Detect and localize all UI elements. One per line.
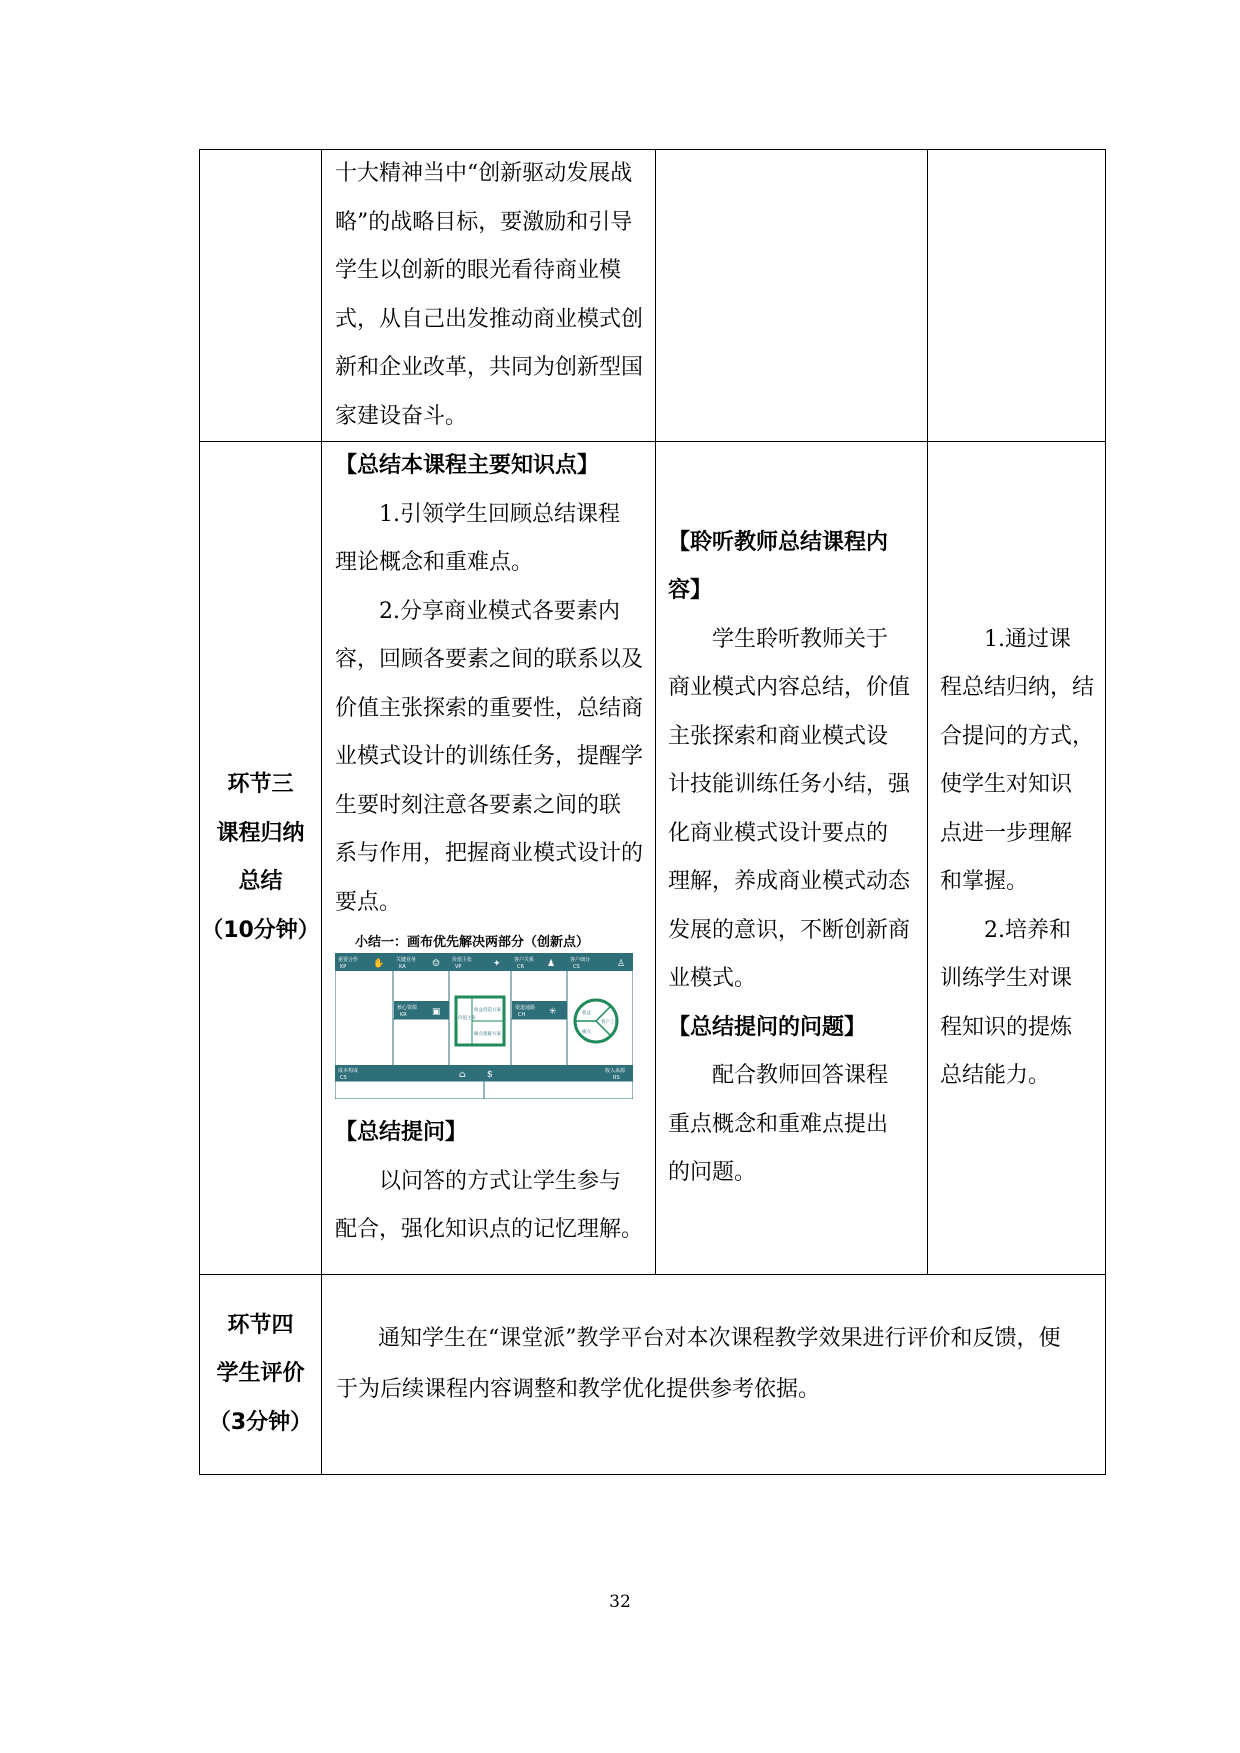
stage-duration: （10分钟）: [201, 917, 320, 943]
text-line: 的问题。: [668, 1160, 757, 1185]
text-line: 理论概念和重难点。: [335, 550, 534, 575]
handshake-icon: ✋: [373, 959, 385, 969]
text-line: 程知识的提炼: [940, 1014, 1073, 1040]
ka-label: 关键业务: [396, 957, 417, 963]
stage-label: 学生评价: [216, 1361, 305, 1387]
kr-code: KR: [400, 1012, 407, 1018]
stage-cell: [200, 442, 322, 1275]
text-line: 十大精神当中“创新驱动发展战: [335, 161, 633, 186]
vp-code: VP: [455, 964, 462, 970]
text-line: 以问答的方式让学生参与: [379, 1168, 622, 1194]
design-intent-cell-empty: [928, 150, 1106, 442]
stage-cell: [200, 1275, 322, 1475]
money-icon: $: [487, 1070, 493, 1080]
text-line: 略”的战略目标，要激励和引导: [335, 209, 633, 235]
business-model-canvas-figure: [335, 933, 633, 1099]
section-heading: 【聆听教师总结课程内: [668, 529, 889, 555]
text-line: 化商业模式设计要点的: [668, 820, 889, 846]
text-line: 2.分享商业模式各要素内: [379, 598, 620, 624]
text-line: 程总结归纳，结: [940, 675, 1095, 700]
text-line: 主张探索和商业模式设: [668, 723, 889, 749]
text-line: 业模式。: [668, 966, 757, 991]
student-activity-cell: [656, 442, 928, 1275]
table-row: [200, 1275, 1106, 1475]
gain-creator-label: 收益创造方案: [474, 1008, 501, 1013]
section-heading: 容】: [668, 578, 713, 603]
gains-label: 收益: [582, 1011, 591, 1016]
text-line: 点进一步理解: [940, 820, 1073, 846]
section-heading: 【总结本课程主要知识点】: [335, 453, 600, 478]
text-line: 家建设奋斗。: [335, 403, 468, 429]
ka-code: KA: [399, 964, 406, 970]
text-line: 和掌握。: [940, 869, 1029, 894]
section-heading: 【总结提问】: [335, 1120, 468, 1145]
lightbulb-icon: ✦: [493, 959, 501, 969]
text-line: 价值主张探索的重要性，总结商: [335, 695, 644, 721]
text-line: 2.培养和: [984, 917, 1071, 943]
student-activity-cell-empty: [656, 150, 928, 442]
design-intent-cell: [928, 442, 1106, 1275]
evaluation-cell: [322, 1275, 1106, 1475]
text-line: 商业模式内容总结，价值: [668, 675, 911, 700]
text-line: 合提问的方式，: [940, 723, 1095, 749]
cost-code: CS: [340, 1075, 347, 1081]
text-line: 计技能训练任务小结，强: [668, 772, 911, 797]
ch-label: 渠道通路: [515, 1005, 536, 1011]
teacher-activity-cell: [322, 150, 656, 442]
text-line: 训练学生对课: [940, 966, 1073, 991]
people-icon: ♟: [547, 959, 556, 969]
text-line: 通知学生在“课堂派”教学平台对本次课程教学效果进行评价和反馈，便: [378, 1326, 1061, 1351]
text-line: 容，回顾各要素之间的联系以及: [335, 647, 644, 672]
cs-label: 客户细分: [570, 957, 591, 963]
page-number: 32: [609, 1592, 631, 1612]
cr-label: 客户关系: [514, 957, 535, 963]
text-line: 学生聆听教师关于: [712, 626, 889, 652]
table-row: [200, 442, 1106, 1275]
text-line: 业模式设计的训练任务，提醒学: [335, 744, 644, 769]
text-line: 理解，养成商业模式动态: [668, 869, 911, 894]
factory-icon: ▣: [432, 1007, 441, 1017]
canvas-diagram: [335, 953, 633, 1099]
revenue-code: RS: [613, 1075, 620, 1081]
vp-label: 价值主张: [452, 957, 473, 963]
text-line: 配合教师回答课程: [712, 1063, 889, 1088]
text-line: 重点概念和重难点提出: [668, 1111, 889, 1137]
stage-label: 环节四: [227, 1312, 294, 1338]
user-icon: ♙: [617, 959, 626, 969]
text-line: 新和企业改革，共同为创新型国: [335, 355, 644, 380]
text-line: 式，从自己出发推动商业模式创: [335, 306, 644, 332]
teacher-activity-cell: [322, 442, 656, 1275]
text-line: 1.引领学生回顾总结课程: [379, 501, 620, 527]
customer-jobs-label: 客户工作: [601, 1020, 619, 1025]
cs-code: CS: [573, 964, 580, 970]
ch-code: CH: [518, 1012, 526, 1018]
text-line: 系与作用，把握商业模式设计的: [335, 841, 644, 866]
pain-reliever-label: 痛点缓解方案: [474, 1032, 501, 1037]
text-line: 1.通过课: [984, 626, 1071, 652]
figure-title: 小结一：画布优先解决两部分（创新点）: [355, 935, 590, 950]
kr-label: 核心资源: [397, 1005, 418, 1011]
stage-label: 课程归纳: [216, 820, 305, 846]
text-line: 生要时刻注意各要素之间的联: [335, 792, 622, 818]
stage-cell-empty: [200, 150, 322, 442]
section-heading: 【总结提问的问题】: [668, 1014, 867, 1040]
text-line: 于为后续课程内容调整和教学优化提供参考依据。: [336, 1377, 821, 1402]
kp-label: 重要合作: [338, 957, 359, 963]
person-icon: ☺: [432, 959, 441, 969]
cost-label: 成本构成: [338, 1068, 359, 1074]
table-row: [200, 150, 1106, 442]
kp-code: KP: [340, 964, 347, 970]
bank-icon: ⌂: [459, 1070, 466, 1080]
cr-code: CR: [517, 964, 524, 970]
stage-label: 环节三: [227, 772, 294, 797]
text-line: 学生以创新的眼光看待商业模: [335, 258, 622, 283]
text-line: 总结能力。: [940, 1063, 1051, 1088]
pains-label: 痛点: [582, 1030, 591, 1035]
vp-inner-label: 价值主张: [458, 1016, 476, 1021]
stage-label: 总结: [238, 869, 283, 894]
network-icon: ✳: [549, 1007, 557, 1017]
text-line: 使学生对知识: [940, 772, 1073, 797]
lesson-plan-table: [199, 149, 1106, 1475]
text-line: 配合，强化知识点的记忆理解。: [335, 1217, 644, 1242]
revenue-label: 收入来源: [605, 1068, 626, 1074]
text-line: 要点。: [335, 889, 402, 915]
stage-duration: （3分钟）: [208, 1409, 313, 1435]
text-line: 发展的意识，不断创新商: [668, 917, 911, 943]
